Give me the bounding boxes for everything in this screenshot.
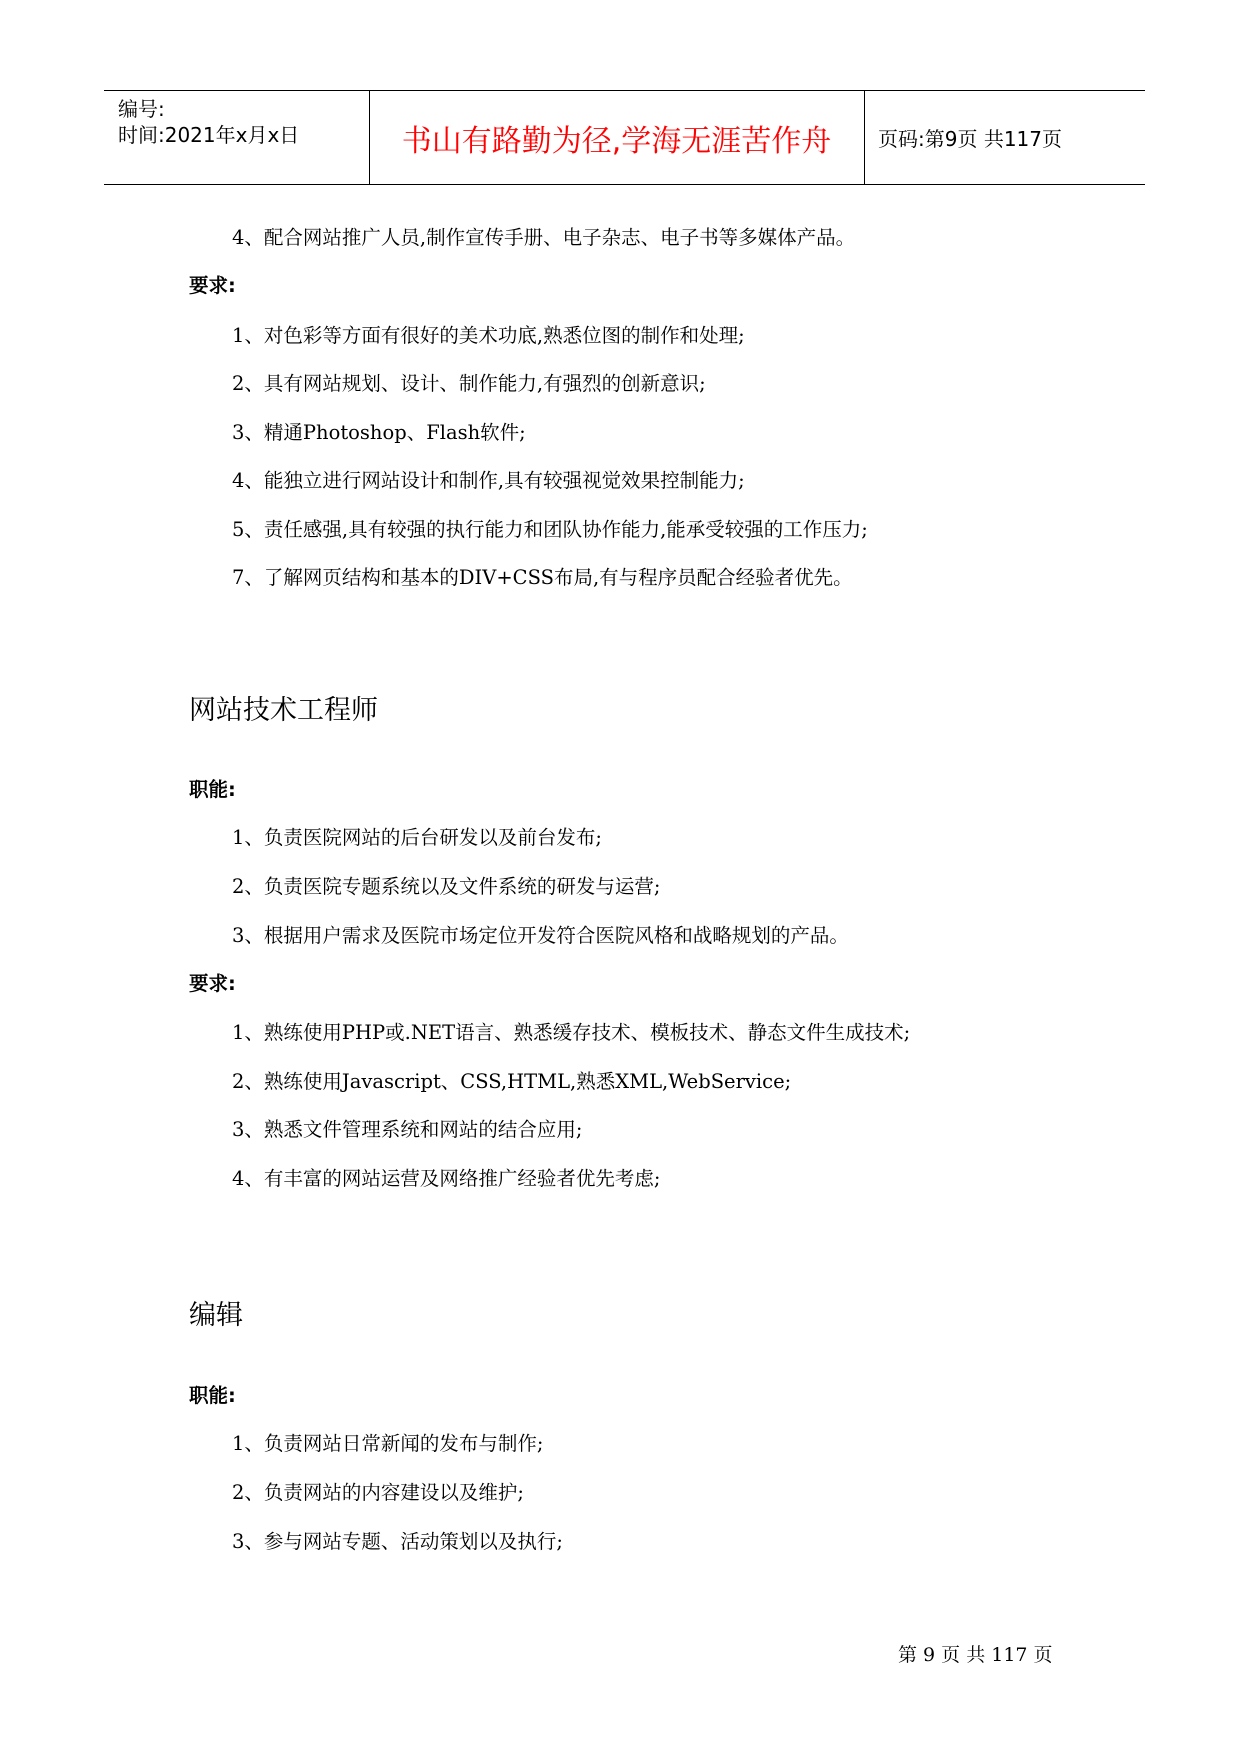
requirement-item: 2、具有网站规划、设计、制作能力,有强烈的创新意识;: [232, 372, 706, 395]
duty-item: 3、根据用户需求及医院市场定位开发符合医院风格和战略规划的产品。: [232, 924, 849, 947]
requirement-item: 2、熟练使用Javascript、CSS,HTML,熟悉XML,WebService;: [232, 1070, 792, 1093]
duty-item: 2、负责网站的内容建设以及维护;: [232, 1481, 524, 1504]
header-motto: 书山有路勤为径,学海无涯苦作舟: [401, 123, 832, 159]
requirements-label: 要求:: [189, 274, 236, 297]
requirement-item: 5、责任感强,具有较强的执行能力和团队协作能力,能承受较强的工作压力;: [232, 518, 868, 541]
document-number-label: 编号:: [118, 97, 165, 121]
duty-item: 1、负责医院网站的后台研发以及前台发布;: [232, 826, 602, 849]
requirement-item: 1、对色彩等方面有很好的美术功底,熟悉位图的制作和处理;: [232, 324, 745, 347]
header-motto-cell: [369, 91, 865, 184]
requirement-item: 1、熟练使用PHP或.NET语言、熟悉缓存技术、模板技术、静态文件生成技术;: [232, 1021, 911, 1044]
requirement-item: 3、熟悉文件管理系统和网站的结合应用;: [232, 1118, 583, 1141]
page-header: [104, 90, 1145, 185]
header-meta-cell: [104, 91, 370, 184]
page-footer: 第 9 页 共 117 页: [898, 1644, 1053, 1666]
duties-label: 职能:: [189, 778, 236, 801]
section-heading-tech-engineer: 网站技术工程师: [189, 695, 378, 726]
header-page-info: 页码:第9页 共117页: [878, 127, 1062, 151]
header-page-cell: [864, 91, 1145, 184]
requirement-item: 3、精通Photoshop、Flash软件;: [232, 421, 526, 444]
duty-item: 4、配合网站推广人员,制作宣传手册、电子杂志、电子书等多媒体产品。: [232, 226, 856, 249]
duty-item: 3、参与网站专题、活动策划以及执行;: [232, 1530, 563, 1553]
requirement-item: 4、能独立进行网站设计和制作,具有较强视觉效果控制能力;: [232, 469, 745, 492]
requirements-label: 要求:: [189, 972, 236, 995]
section-heading-editor: 编辑: [189, 1300, 243, 1331]
document-time-label: 时间:2021年x月x日: [118, 123, 300, 147]
duty-item: 1、负责网站日常新闻的发布与制作;: [232, 1432, 544, 1455]
requirement-item: 7、了解网页结构和基本的DIV+CSS布局,有与程序员配合经验者优先。: [232, 566, 853, 589]
duties-label: 职能:: [189, 1384, 236, 1407]
duty-item: 2、负责医院专题系统以及文件系统的研发与运营;: [232, 875, 661, 898]
requirement-item: 4、有丰富的网站运营及网络推广经验者优先考虑;: [232, 1167, 661, 1190]
